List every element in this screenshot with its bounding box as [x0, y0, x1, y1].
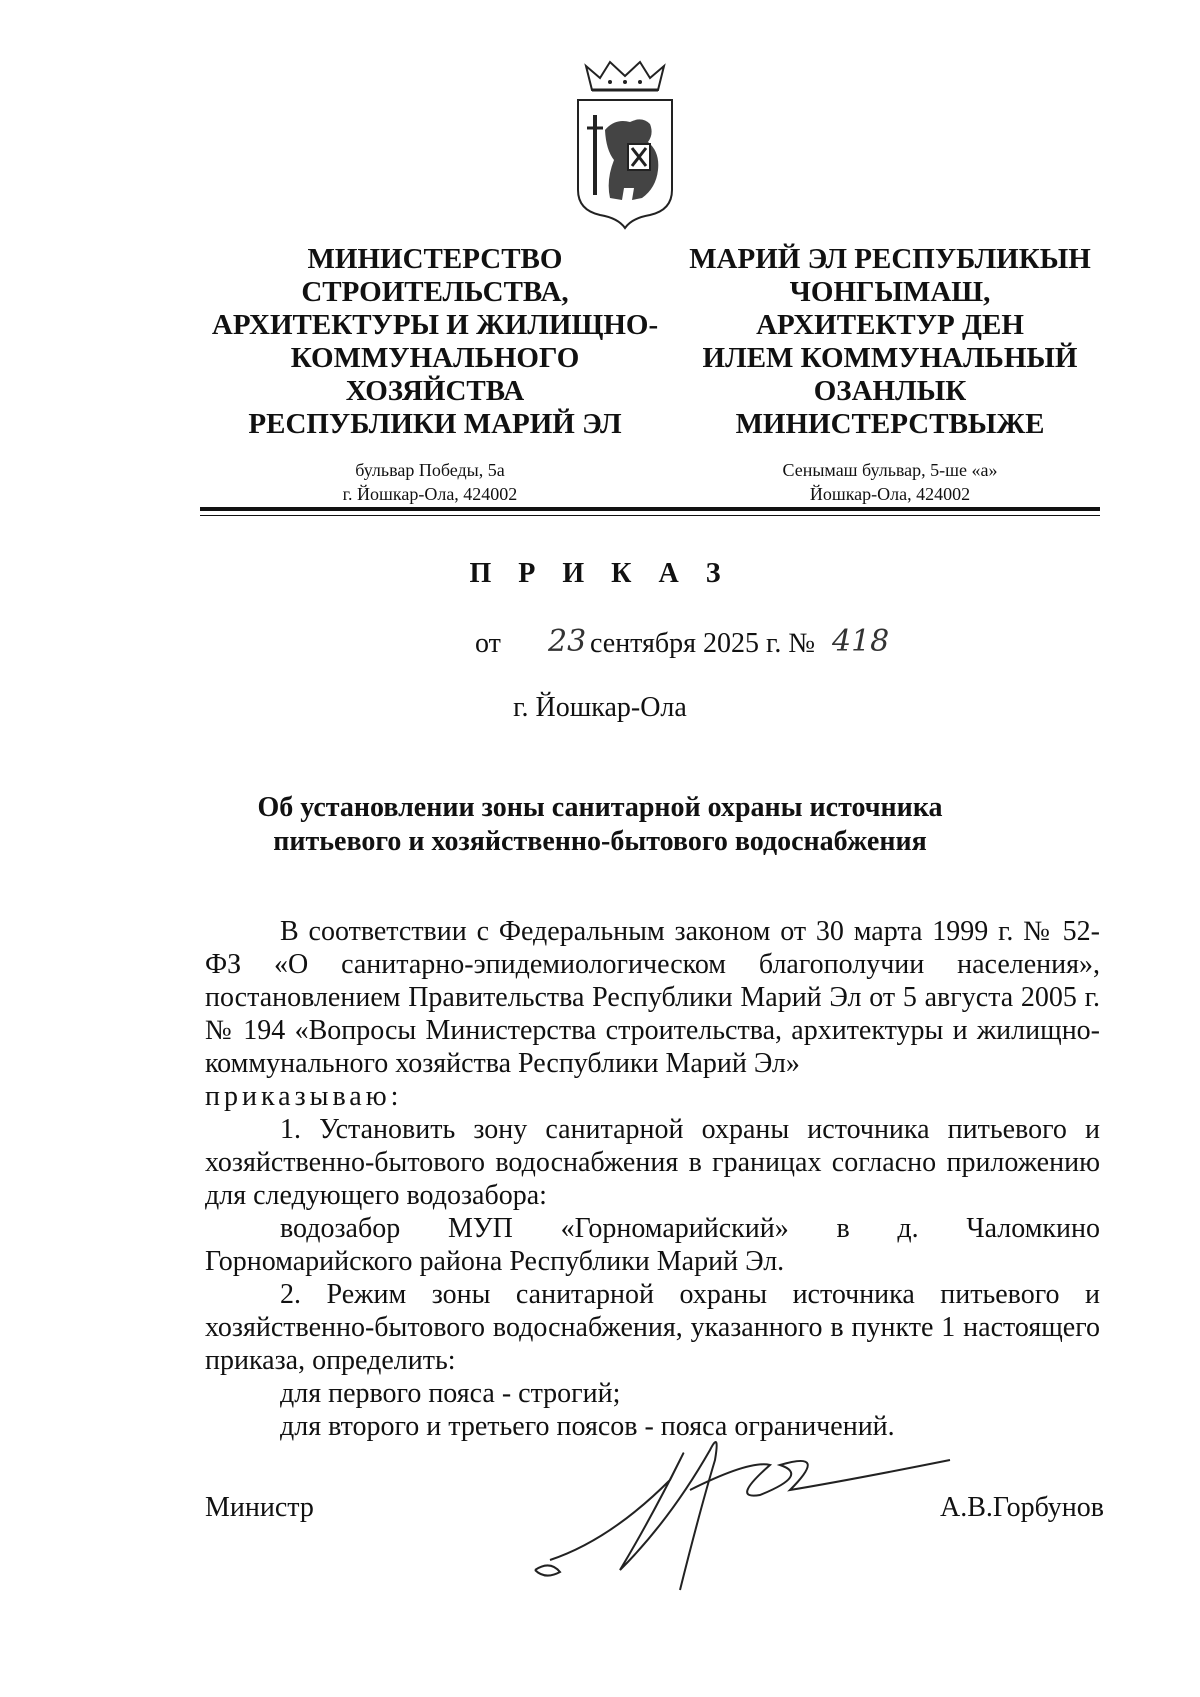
document-body [205, 915, 1100, 1443]
clause-2: 2. Режим зоны санитарной охраны источника питьевого и хозяйственно-бытового водоснабжения, указанного в пункте 1 настоящего приказа, определить: [205, 1279, 1100, 1376]
header-divider-thick [200, 507, 1100, 511]
document-number-handwritten: 418 [832, 624, 890, 659]
zone-1-regime: для первого пояса - строгий; [280, 1378, 621, 1409]
ministry-name-ru: МИНИСТЕРСТВО СТРОИТЕЛЬСТВА, АРХИТЕКТУРЫ И ЖИЛИЩНО- КОММУНАЛЬНОГО ХОЗЯЙСТВА РЕСПУБЛИКИ МАРИЙ ЭЛ [211, 243, 659, 440]
order-verb: приказываю: [205, 1081, 403, 1112]
date-prefix: от [475, 628, 501, 659]
signatory-position: Министр [205, 1492, 314, 1523]
date-text: сентября 2025 г. № [590, 628, 816, 659]
water-intake-item: водозабор МУП «Горномарийский» в д. Чаломкино Горномарийского района Республики Марий Эл. [205, 1213, 1100, 1277]
zone-2-3-regime: для второго и третьего поясов - пояса ограничений. [280, 1411, 895, 1442]
city: г. Йошкар-Ола [513, 692, 687, 723]
address-mari: Сенымаш бульвар, 5-ше «а» Йошкар-Ола, 424002 [782, 460, 998, 504]
coat-of-arms-icon [570, 60, 680, 230]
ministry-name-mari: МАРИЙ ЭЛ РЕСПУБЛИКЫН ЧОНГЫМАШ, АРХИТЕКТУР ДЕН ИЛЕМ КОММУНАЛЬНЫЙ ОЗАНЛЫК МИНИСТЕРСТВЫЖЕ [689, 243, 1091, 440]
header-divider-thin [200, 515, 1100, 516]
signatory-name: А.В.Горбунов [940, 1492, 1105, 1523]
preamble-paragraph: В соответствии с Федеральным законом от 30 марта 1999 г. № 52-ФЗ «О санитарно-эпидемиологическом благополучии населения», постановлением Правительства Республики Марий Эл от 5 августа 2005 г. № 194 «Вопросы Министерства строительства, архитектуры и жилищно-коммунального хозяйства Республики Марий Эл» [205, 916, 1100, 1079]
handwritten-signature-icon [530, 1420, 980, 1610]
address-ru: бульвар Победы, 5а г. Йошкар-Ола, 424002 [342, 460, 518, 504]
document-title: П Р И К А З [469, 558, 731, 589]
date-day-handwritten: 23 [548, 624, 587, 659]
clause-1: 1. Установить зону санитарной охраны источника питьевого и хозяйственно-бытового водоснабжения в границах согласно приложению для следующего водозабора: [205, 1114, 1100, 1211]
document-subject: Об установлении зоны санитарной охраны источника питьевого и хозяйственно-бытового водоснабжения [257, 792, 943, 857]
